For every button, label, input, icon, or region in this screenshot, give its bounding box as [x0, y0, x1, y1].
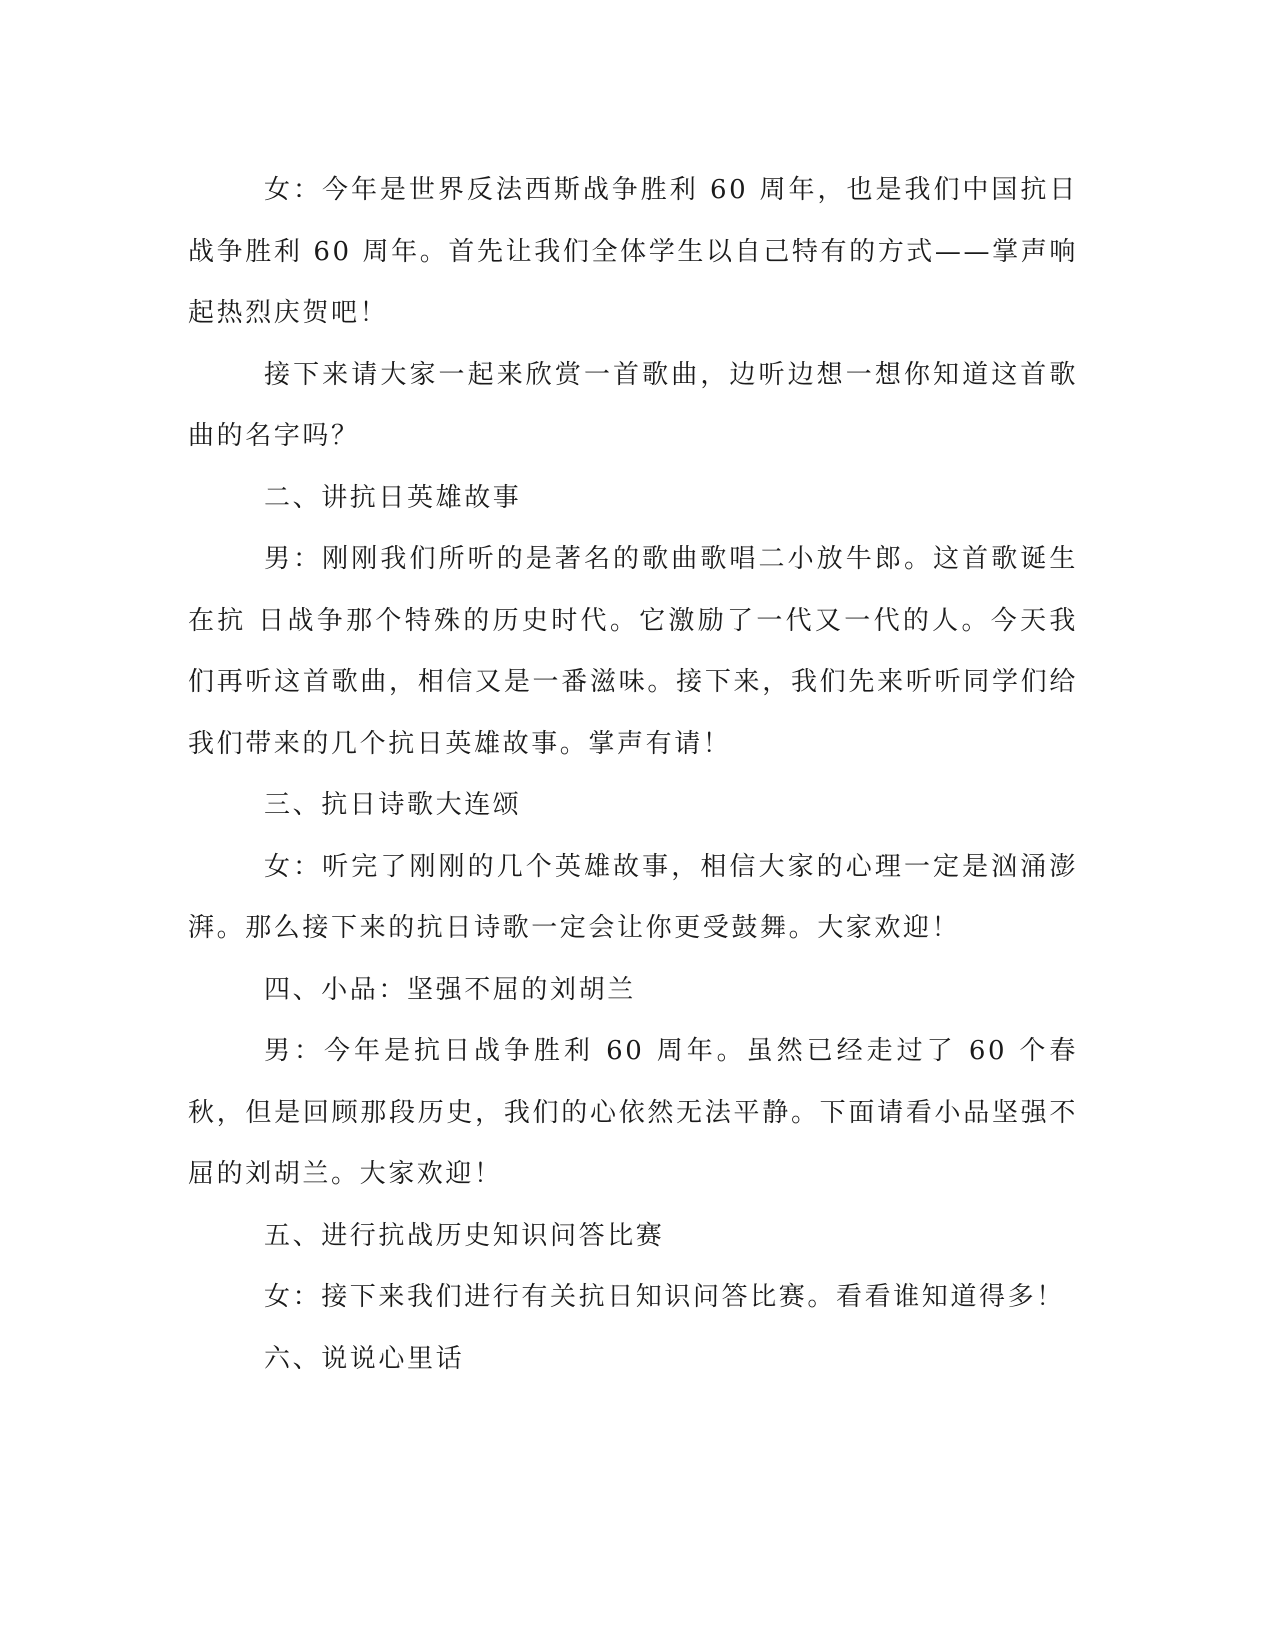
paragraph-skit: 男：今年是抗日战争胜利 60 周年。虽然已经走过了 60 个春秋，但是回顾那段历史，我们的心依然无法平静。下面请看小品坚强不屈的刘胡兰。大家欢迎！ [188, 1036, 1078, 1189]
section-heading-5: 五、进行抗战历史知识问答比赛 [264, 1220, 665, 1251]
document-body [188, 160, 1078, 1390]
section-heading-4: 四、小品：坚强不屈的刘胡兰 [264, 974, 636, 1005]
section-heading-6: 六、说说心里话 [264, 1343, 465, 1374]
paragraph-hero-stories: 男：刚刚我们所听的是著名的歌曲歌唱二小放牛郎。这首歌诞生在抗 日战争那个特殊的历史时代。它激励了一代又一代的人。今天我们再听这首歌曲，相信又是一番滋味。接下来，我们先来听听同学们给我们带来的几个抗日英雄故事。掌声有请！ [188, 544, 1078, 759]
paragraph-intro-female: 女：今年是世界反法西斯战争胜利 60 周年，也是我们中国抗日战争胜利 60 周年。首先让我们全体学生以自己特有的方式——掌声响起热烈庆贺吧！ [188, 175, 1078, 328]
section-heading-2: 二、讲抗日英雄故事 [264, 482, 522, 513]
section-heading-3: 三、抗日诗歌大连颂 [264, 790, 522, 820]
paragraph-poetry: 女：听完了刚刚的几个英雄故事，相信大家的心理一定是汹涌澎湃。那么接下来的抗日诗歌一定会让你更受鼓舞。大家欢迎！ [188, 851, 1078, 943]
paragraph-song-intro: 接下来请大家一起来欣赏一首歌曲，边听边想一想你知道这首歌曲的名字吗？ [188, 359, 1078, 451]
paragraph-quiz: 女：接下来我们进行有关抗日知识问答比赛。看看谁知道得多！ [264, 1282, 1065, 1312]
